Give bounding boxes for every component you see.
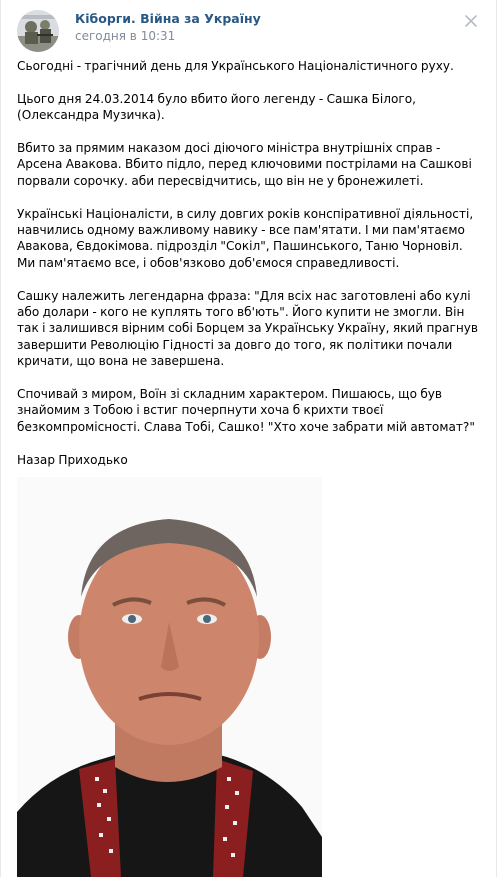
avatar-image — [17, 10, 59, 52]
post-timestamp[interactable]: сегодня в 10:31 — [75, 29, 176, 43]
post-paragraph: Сьогодні - трагічний день для Українського Націоналістичного руху. — [17, 59, 454, 73]
post-paragraph: Сашку належить легендарна фраза: "Для всіх нас заготовлені або кулі або долари - кого не куплять того вб'ють". Його купити не змогли. Він так і залишився вірним собі Борцем за Українську Україну, який прагнув завершити Революцію Гідності за довго до того, як політики почали кричати, що вона не завершена. — [17, 288, 479, 369]
post-header — [17, 10, 482, 50]
post-paragraph: Спочивай з миром, Воїн зі складним характером. Пишаюсь, що був знайомим з Тобою і встиг почерпнути хоча б крихти твоєї безкомпромісності. Слава Тобі, Сашко! "Хто хоче забрати мій автомат?" — [17, 387, 475, 434]
post-paragraph: Українські Націоналісти, в силу довгих років конспіративної діяльності, навчились одному важливому навику - все пам'ятати. І ми пам'ятаємо Авакова, Євдокімова. підрозділ "Сокіл", Пашинського, Таню Чорновіл. Ми пам'ятаємо все, і обов'язково доб'ємося справедливості. — [17, 206, 474, 270]
post-author-link[interactable]: Кіборги. Війна за Україну — [75, 11, 261, 26]
post-paragraph: Цього дня 24.03.2014 було вбито його легенду - Сашка Білого, (Олександра Музичка). — [17, 91, 416, 123]
close-icon[interactable] — [460, 10, 482, 32]
portrait-photo — [17, 477, 322, 877]
post-text — [17, 58, 482, 484]
post-signature: Назар Приходько — [17, 452, 128, 467]
post-paragraph: Вбито за прямим наказом досі діючого міністра внутрішніх справ - Арсена Авакова. Вбито підло, перед ключовими пострілами на Сашкові порвали сорочку. аби пересвідчитись, що він не у бронежилеті. — [17, 141, 472, 188]
group-avatar[interactable] — [17, 10, 59, 52]
post-photo[interactable] — [17, 477, 322, 877]
